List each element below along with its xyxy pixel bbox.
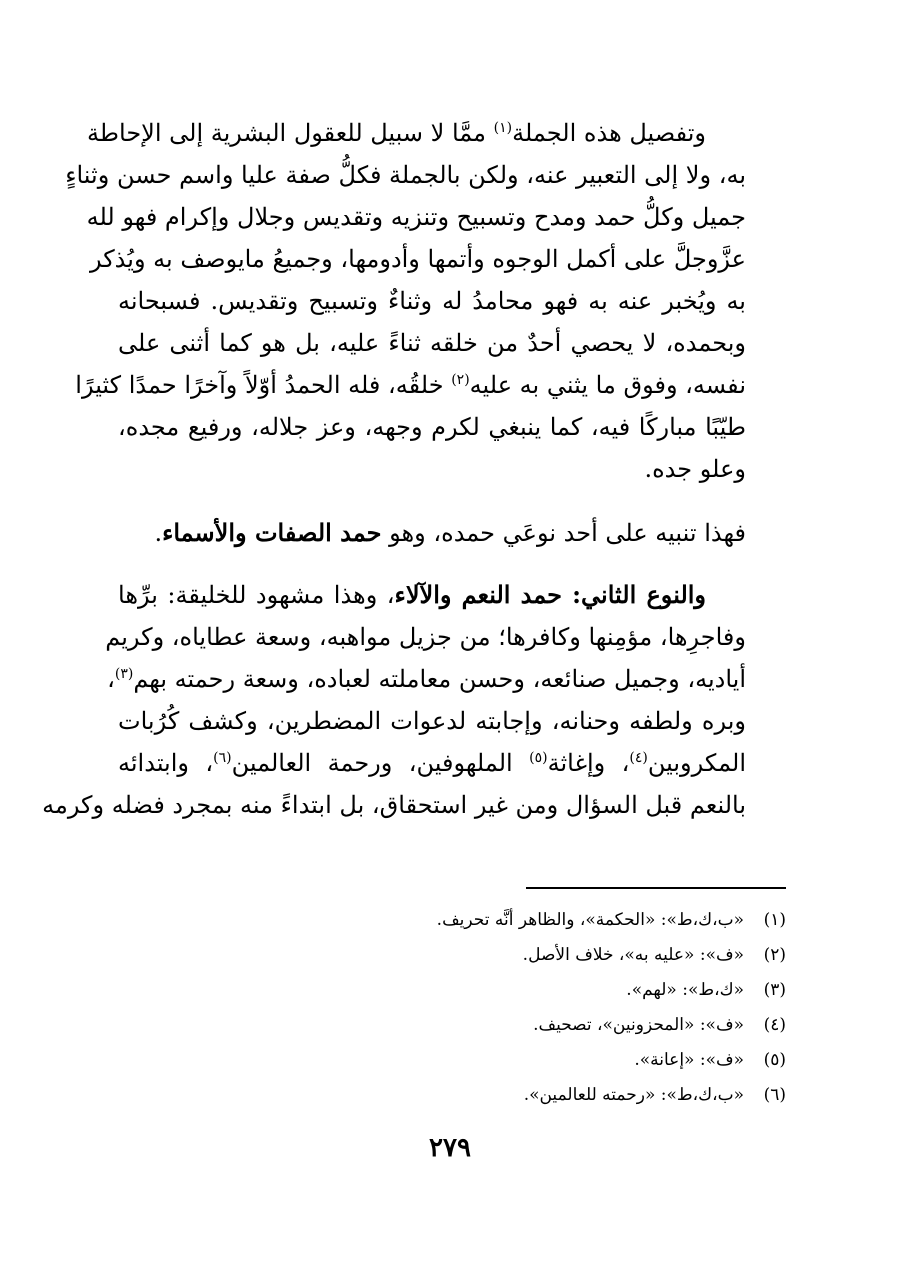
footnote-ref-1: (١) [493, 120, 513, 136]
text-line: به، ولا إلى التعبير عنه، ولكن بالجملة فكلُّ صفة عليا واسم حسن وثناءٍ [65, 161, 746, 189]
footnote-ref-5: (٥) [529, 750, 548, 766]
text-line: جميل وكلُّ حمد ومدح وتسبيح وتنزيه وتقديس وجلال وإكرام فهو لله [86, 203, 746, 231]
footnote-number: (٤) [763, 1015, 786, 1035]
footnote-item [300, 938, 786, 973]
paragraph-3 [42, 574, 786, 826]
footnote-item [300, 1043, 786, 1078]
footnote-ref-2: (٢) [451, 372, 470, 388]
footnote-ref-3: (٣) [114, 666, 134, 682]
text-line: وفاجرِها، مؤمِنها وكافرها؛ من جزيل مواهبه، وسعة عطاياه، وكريم [105, 623, 746, 651]
page-number: ٢٧٩ [429, 1133, 471, 1163]
footnote-text: «ف»: «إعانة». [634, 1050, 744, 1070]
footnote-text: «ب،ك،ط»: «الحكمة»، والظاهر أنَّه تحريف. [436, 910, 744, 930]
text-line: طيّبًا مباركًا فيه، كما ينبغي لكرم وجهه، وعز جلاله، ورفيع مجده، [118, 413, 746, 441]
footnotes [300, 903, 786, 1113]
text-line: عزَّوجلَّ على أكمل الوجوه وأتمها وأدومها، وجميعُ مايوصف به ويُذكر [90, 245, 746, 273]
bold-term: حمد الصفات والأسماء [162, 518, 382, 547]
text-line: المكروبين$^{(٤)}$، وإغاثة$^{(٥)}$ الملهوفين، ورحمة العالمين$^{(٦)}$، وابتدائه [118, 749, 746, 777]
footnote-item [300, 1008, 786, 1043]
text-line: أياديه، وجميل صنائعه، وحسن معاملته لعباده، وسعة رحمته بهم$^{(٣)}$، [107, 665, 746, 693]
text-line: بالنعم قبل السؤال ومن غير استحقاق، بل ابتداءً منه بمجرد فضله وكرمه [42, 791, 746, 819]
text-line: به ويُخبر عنه به فهو محامدُ له وثناءٌ وتسبيح وتقديس. فسبحانه [118, 287, 746, 315]
footnote-number: (١) [763, 910, 786, 930]
paragraph-2: فهذا تنبيه على أحد نوعَي حمده، وهو حمد الصفات والأسماء. [154, 518, 746, 547]
text-line: نفسه، وفوق ما يثني به عليه$^{(٢)}$ خلقُه، فله الحمدُ أوّلاً وآخرًا حمدًا كثيرًا [75, 371, 746, 399]
text-line: وبحمده، لا يحصي أحدٌ من خلقه ثناءً عليه، بل هو كما أثنى على [118, 329, 746, 357]
footnote-item [300, 973, 786, 1008]
text-line: وبره ولطفه وحنانه، وإجابته لدعوات المضطرين، وكشف كُرُبات [118, 707, 746, 735]
text-line: وعلو جده. [644, 455, 746, 483]
footnote-text: «ف»: «عليه به»، خلاف الأصل. [522, 945, 744, 965]
bold-term: والنوع الثاني: حمد النعم والآلاء [394, 580, 707, 609]
text-line: وتفصيل هذه الجملة$^{(١)}$ ممَّا لا سبيل للعقول البشرية إلى الإحاطة [87, 119, 706, 147]
footnote-text: «ف»: «المحزونين»، تصحيف. [533, 1015, 744, 1035]
footnote-number: (٦) [763, 1085, 786, 1105]
footnote-item [300, 903, 786, 938]
main-text [42, 112, 786, 826]
footnote-item [300, 1078, 786, 1113]
footnote-divider [526, 887, 786, 889]
footnote-ref-4: (٤) [629, 750, 648, 766]
paragraph-1 [65, 112, 786, 490]
footnote-number: (٣) [763, 980, 786, 1000]
footnote-number: (٢) [763, 945, 786, 965]
footnote-text: «ب،ك،ط»: «رحمته للعالمين». [523, 1085, 744, 1105]
footnote-text: «ك،ط»: «لهم». [626, 980, 744, 1000]
footnote-number: (٥) [763, 1050, 786, 1070]
text-line: والنوع الثاني: حمد النعم والآلاء، وهذا مشهود للخليقة: برِّها [118, 580, 707, 609]
footnote-ref-6: (٦) [213, 750, 232, 766]
